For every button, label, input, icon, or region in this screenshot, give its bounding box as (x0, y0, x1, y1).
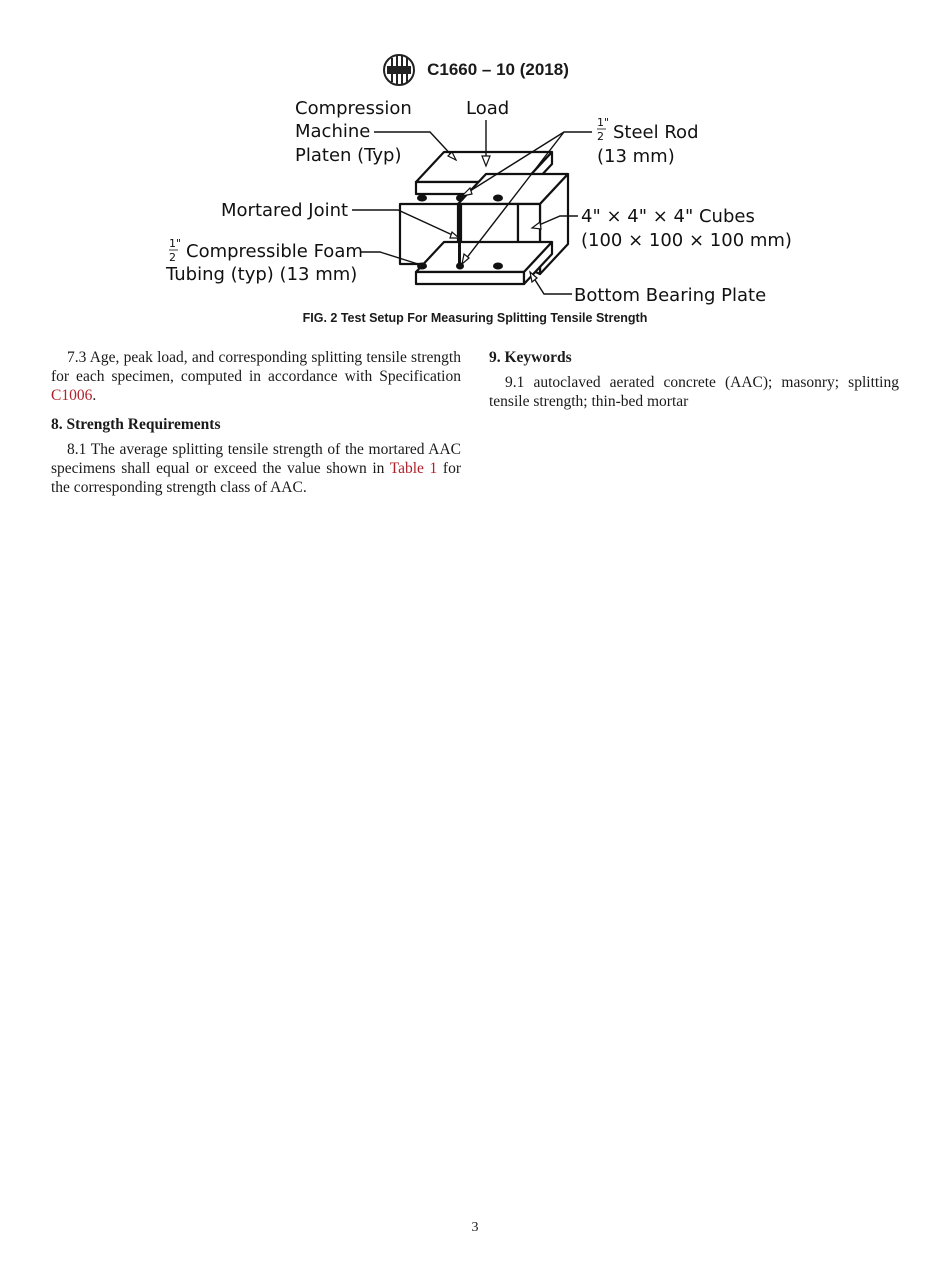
mortared-joint-label: Mortared Joint (221, 200, 349, 221)
section-8-heading: 8. Strength Requirements (51, 416, 221, 433)
paragraph-7-3-text: 7.3 Age, peak load, and corresponding splitting tensile strength for each specimen, computed in accordance with Specification (51, 349, 461, 385)
foam-fraction-denominator: 2 (169, 251, 176, 264)
paragraph-8-1 (51, 440, 461, 497)
rod-fraction-denominator: 2 (597, 130, 604, 143)
foam-fraction-numerator: 1" (169, 237, 182, 250)
paragraph-8-1-end: for the corresponding strength class of AAC. (51, 460, 461, 496)
left-column (51, 348, 461, 507)
figure-caption: FIG. 2 Test Setup For Measuring Splitting Tensile Strength (302, 311, 648, 325)
astm-logo-icon (381, 52, 417, 88)
paragraph-9-1: 9.1 autoclaved aerated concrete (AAC); masonry; splitting tensile strength; thin-bed mortar (489, 374, 899, 410)
test-setup-figure (160, 92, 800, 312)
table-1-reference-link[interactable]: Table 1 (389, 460, 438, 477)
top-foam-tube-right (493, 195, 503, 202)
platen-label-line3: Platen (Typ) (295, 145, 402, 166)
platen-label-line1: Compression (295, 98, 412, 119)
foam-label-line1: Compressible Foam (186, 241, 363, 262)
top-foam-tube-left (417, 195, 427, 202)
paragraph-7-3-end: . (92, 387, 97, 404)
cubes-label-line1: 4" × 4" × 4" Cubes (581, 206, 755, 227)
bottom-plate-leader (530, 272, 572, 294)
c1006-reference-link[interactable]: C1006 (51, 387, 93, 404)
bottom-plate-front-face (416, 272, 524, 284)
cubes-label-line2: (100 × 100 × 100 mm) (581, 230, 792, 251)
load-label: Load (466, 98, 510, 119)
steel-rod-label-line1: Steel Rod (613, 122, 699, 143)
standard-designation: C1660 – 10 (2018) (427, 60, 569, 79)
paragraph-8-1-text: 8.1 The average splitting tensile strength of the mortared AAC specimens shall equal or exceed the value shown in (51, 441, 461, 477)
page-number: 3 (471, 1220, 479, 1235)
bottom-foam-tube-left (417, 263, 427, 270)
bottom-foam-tube-right (493, 263, 503, 270)
page-header (0, 52, 950, 88)
section-9-heading: 9. Keywords (489, 349, 572, 366)
test-setup-diagram (160, 92, 800, 312)
right-column (489, 348, 899, 421)
steel-rod-label-line2: (13 mm) (597, 146, 675, 167)
platen-label-line2: Machine (295, 121, 371, 142)
bottom-plate-label: Bottom Bearing Plate (574, 285, 767, 306)
foam-label-line2: Tubing (typ) (13 mm) (166, 264, 358, 285)
rod-fraction-numerator: 1" (597, 116, 610, 129)
paragraph-7-3 (51, 348, 461, 405)
